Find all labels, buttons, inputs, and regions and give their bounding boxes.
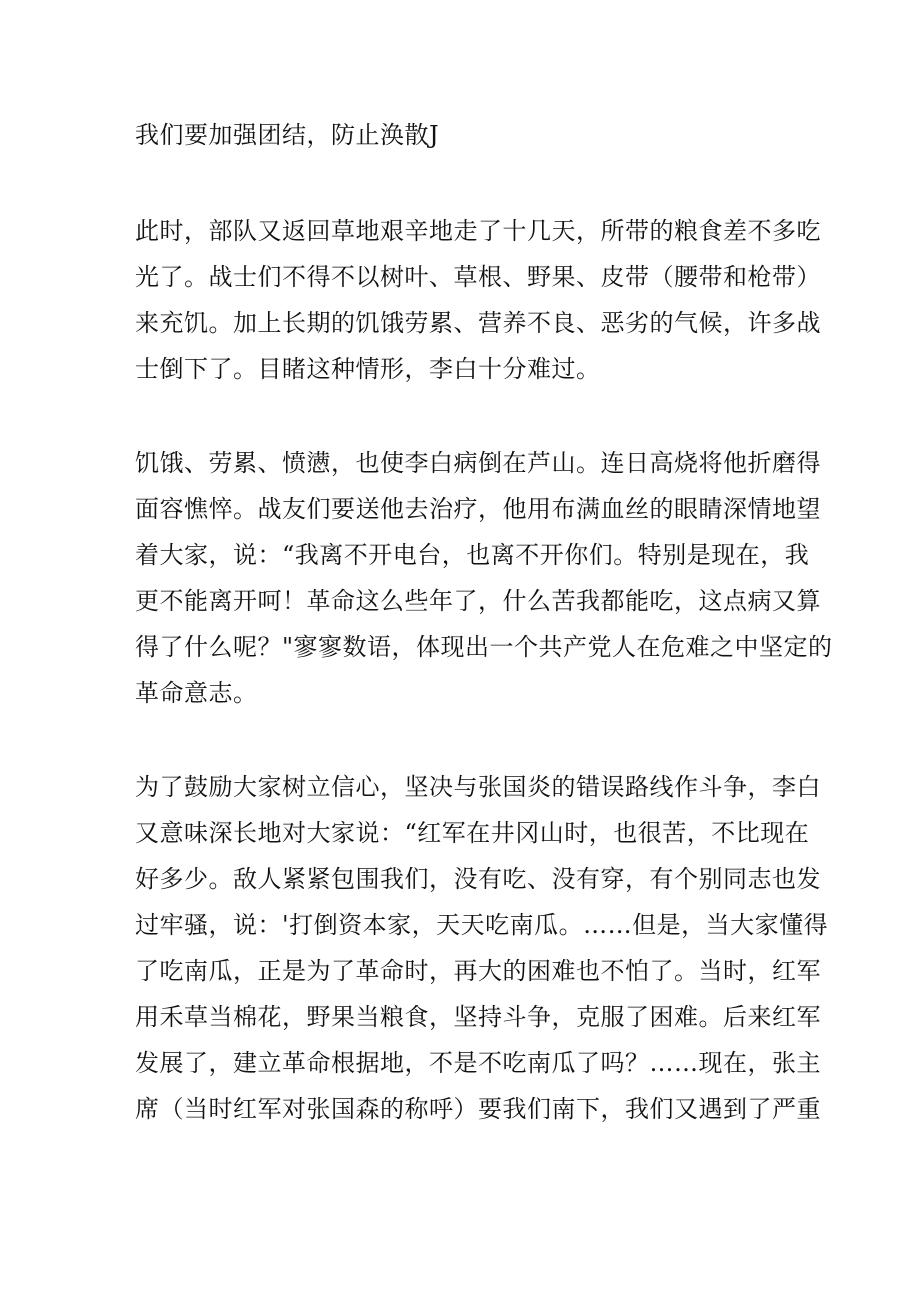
document-body: [135, 112, 833, 1132]
text-line: 饥饿、劳累、愤懑，也使李白病倒在芦山。连日高烧将他折磨得: [135, 449, 821, 477]
text-line: 又意味深长地对大家说：“红军在井冈山时，也很苦，不比现在: [135, 819, 810, 847]
paragraph-4: [135, 764, 829, 1132]
paragraph-gap: [135, 392, 791, 440]
text-line: 面容憔悴。战友们要送他去治疗，他用布满血丝的眼睛深情地望: [135, 495, 821, 523]
text-line: 光了。战士们不得不以树叶、草根、野果、皮带（腰带和枪带）: [135, 263, 821, 291]
text-line: 士倒下了。目睹这种情形，李白十分难过。: [135, 355, 601, 383]
paragraph-gap: [135, 158, 791, 208]
text-line: 得了什么呢？"寥寥数语，体现出一个共产党人在危难之中坚定的: [135, 633, 833, 661]
paragraph-3: [135, 440, 833, 716]
text-line: 过牢骚，说：'打倒资本家，天天吃南瓜。……但是，当大家懂得: [135, 911, 829, 939]
text-line: 发展了，建立革命根据地，不是不吃南瓜了吗？……现在，张主: [135, 1049, 821, 1077]
text-line: 了吃南瓜，正是为了革命时，再大的困难也不怕了。当时，红军: [135, 957, 821, 985]
text-line: 为了鼓励大家树立信心，坚决与张国炎的错误路线作斗争，李白: [135, 773, 821, 801]
text-line: 用禾草当棉花，野果当粮食，坚持斗争，克服了困难。后来红军: [135, 1003, 821, 1031]
text-line: 我们要加强团结，防止涣散J: [135, 121, 440, 149]
paragraph-2: [135, 208, 821, 392]
paragraph-gap: [135, 716, 791, 764]
paragraph-1: [135, 112, 791, 158]
text-line: 席（当时红军对张国森的称呼）要我们南下，我们又遇到了严重: [135, 1095, 821, 1123]
text-line: 更不能离开呵！革命这么些年了，什么苦我都能吃，这点病又算: [135, 587, 821, 615]
text-line: 着大家，说：“我离不开电台，也离不开你们。特别是现在，我: [135, 541, 810, 569]
text-line: 此时，部队又返回草地艰辛地走了十几天，所带的粮食差不多吃: [135, 217, 821, 245]
text-line: 好多少。敌人紧紧包围我们，没有吃、没有穿，有个别同志也发: [135, 865, 821, 893]
text-line: 来充饥。加上长期的饥饿劳累、营养不良、恶劣的气候，许多战: [135, 309, 821, 337]
text-line: 革命意志。: [135, 679, 258, 707]
